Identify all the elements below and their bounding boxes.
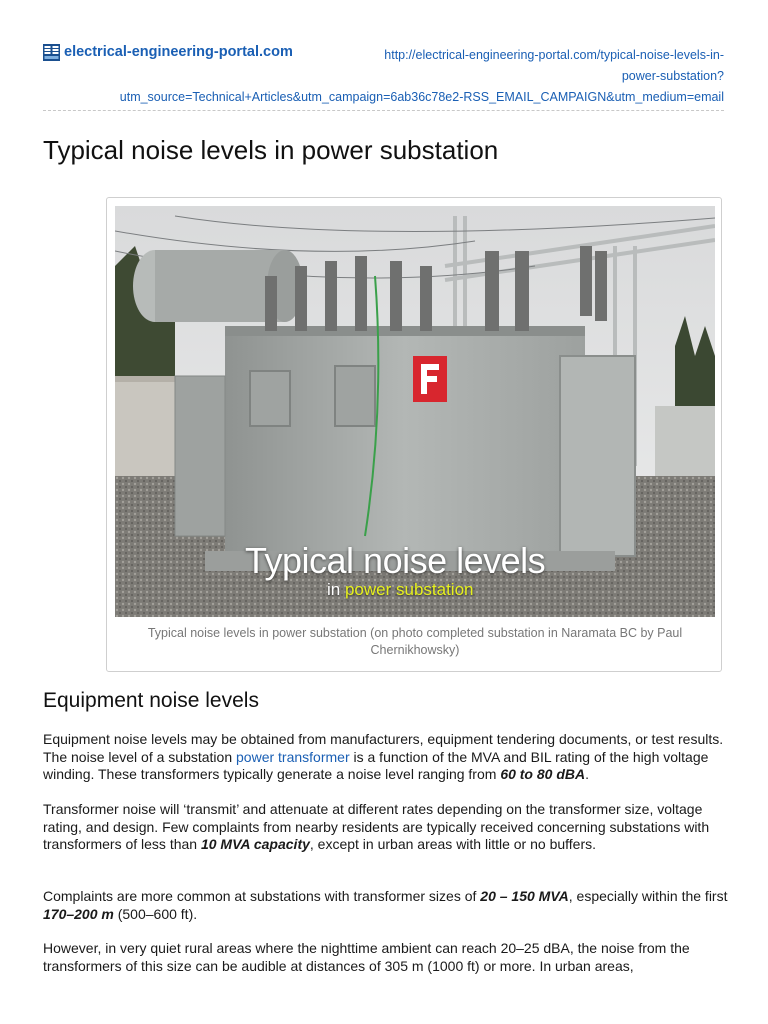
source-url[interactable]	[60, 45, 724, 108]
text: , especially within the first	[568, 888, 728, 904]
photo-overlay-subtitle	[327, 580, 474, 600]
text: However, in very quiet rural areas where the nighttime ambient can reach 20–25 dBA, the noise from the transformers of this size can be audible at distances of 305 m (1000 ft) or more. In urban areas,	[43, 940, 690, 974]
substation-photo	[115, 206, 715, 617]
photo-overlay-title: Typical noise levels	[245, 540, 546, 581]
paragraph	[43, 801, 729, 854]
eep-portal-logo-icon[interactable]	[43, 44, 60, 61]
text: , except in urban areas with little or no buffers.	[309, 836, 597, 852]
photo-overlay-highlight: power substation	[344, 580, 474, 599]
photo-overlay-prefix: in	[327, 580, 341, 599]
page-title: Typical noise levels in power substation	[43, 135, 499, 165]
page-header	[0, 0, 768, 112]
emphasis: 170–200 m	[43, 905, 114, 922]
source-url-line[interactable]: power-substation?	[621, 69, 724, 83]
section-heading: Equipment noise levels	[43, 689, 259, 712]
paragraph	[43, 940, 729, 975]
text: Transformer noise will ‘transmit’ and attenuate at different rates depending on the transformer size, voltage rating, and design. Few complaints from nearby residents are typically received concerning substations with transformers of less than	[43, 801, 710, 852]
power-transformer-link[interactable]: power transformer	[236, 748, 350, 765]
text: is a function of the MVA and BIL rating of the high voltage winding. These transformers typically generate a noise level ranging from	[43, 748, 709, 782]
source-url-line[interactable]: utm_source=Technical+Articles&utm_campaign=6ab36c78e2-RSS_EMAIL_CAMPAIGN&utm_medium=email	[119, 90, 724, 104]
source-url-line[interactable]: http://electrical-engineering-portal.com/typical-noise-levels-in-	[384, 48, 724, 62]
figure-caption: Typical noise levels in power substation (on photo completed substation in Naramata BC by Paul Chernikhowsky)	[147, 626, 683, 657]
paragraph	[43, 731, 729, 784]
paragraph	[43, 888, 729, 923]
emphasis: 10 MVA capacity	[200, 836, 310, 852]
header-divider	[43, 110, 724, 111]
article-figure	[106, 197, 722, 672]
emphasis: 20 – 150 MVA	[480, 888, 569, 904]
emphasis: 60 to 80 dBA	[500, 766, 586, 782]
site-name-link[interactable]: electrical-engineering-portal.com	[64, 44, 293, 60]
text: .	[585, 766, 590, 782]
text: (500–600 ft).	[113, 905, 198, 922]
text: Equipment noise levels may be obtained from manufacturers, equipment tendering documents, or test results. The noise level of a substation	[43, 731, 724, 765]
text: Complaints are more common at substations with transformer sizes of	[43, 888, 481, 904]
